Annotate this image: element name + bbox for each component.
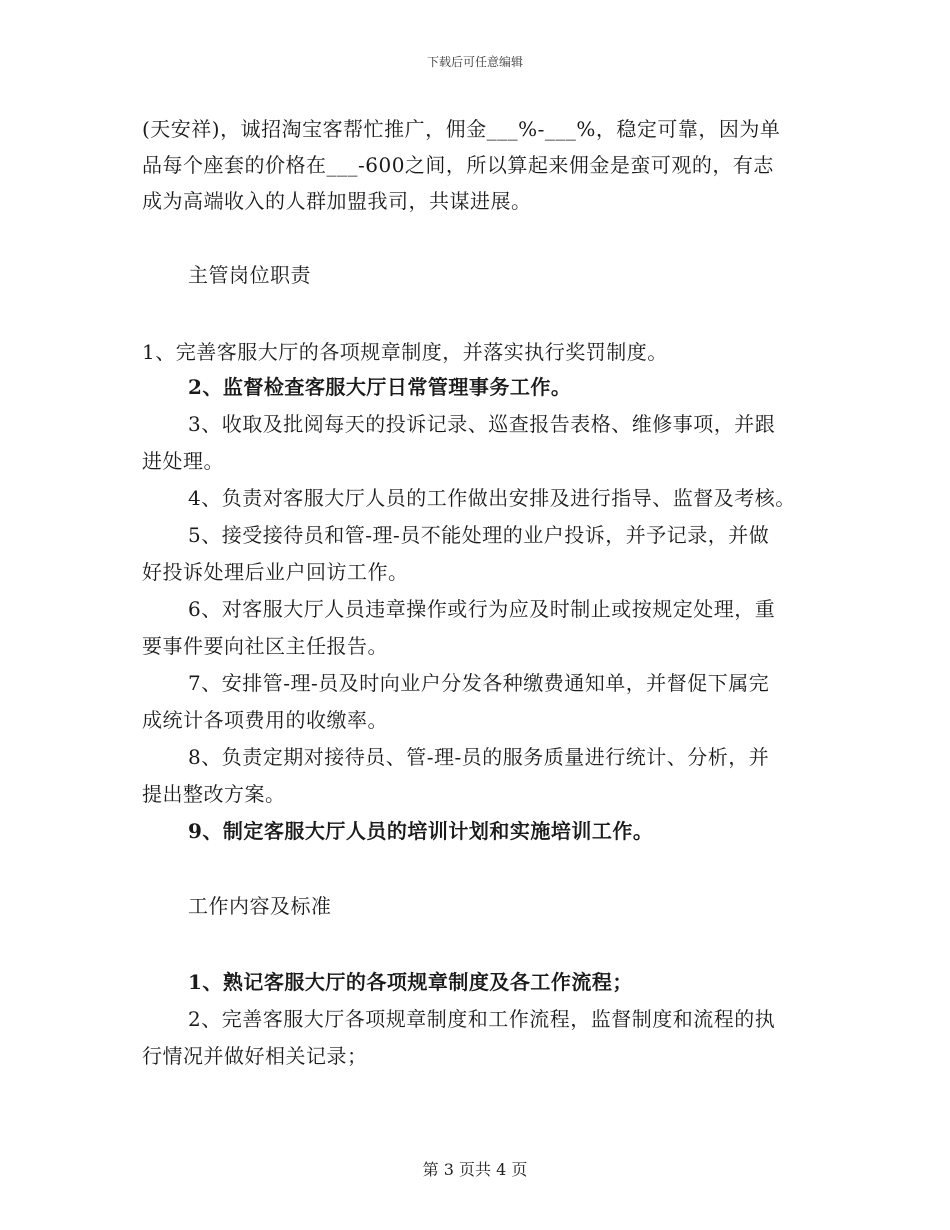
intro-line-3: 成为高端收入的人群加盟我司，共谋进展。 <box>142 189 532 213</box>
duty-item-9: 9、制定客服大厅人员的培训计划和实施培训工作。 <box>188 819 654 843</box>
intro-line-1: (天安祥)，诚招淘宝客帮忙推广，佣金___%-___%，稳定可靠，因为单 <box>142 117 781 141</box>
duty-item-1: 1、完善客服大厅的各项规章制度，并落实执行奖罚制度。 <box>142 340 668 364</box>
duty-item-8-line-2: 提出整改方案。 <box>142 782 286 806</box>
section-title-content: 工作内容及标准 <box>188 894 332 918</box>
duty-item-6-line-2: 要事件要向社区主任报告。 <box>142 634 388 658</box>
page-header: 下载后可任意编辑 <box>426 55 523 69</box>
duty-item-7-line-1: 7、安排管-理-员及时向业户分发各种缴费通知单，并督促下属完 <box>188 671 770 695</box>
duty-item-3-line-2: 进处理。 <box>142 449 224 473</box>
duty-item-2: 2、监督检查客服大厅日常管理事务工作。 <box>188 375 572 399</box>
section-title-duties: 主管岗位职责 <box>188 263 311 287</box>
duty-item-7-line-2: 成统计各项费用的收缴率。 <box>142 708 388 732</box>
duty-item-8-line-1: 8、负责定期对接待员、管-理-员的服务质量进行统计、分析，并 <box>188 745 770 769</box>
content-item-1: 1、熟记客服大厅的各项规章制度及各工作流程； <box>188 970 633 994</box>
page-footer: 第 3 页共 4 页 <box>422 1160 528 1179</box>
duty-item-4: 4、负责对客服大厅人员的工作做出安排及进行指导、监督及考核。 <box>188 486 796 510</box>
content-item-2-line-2: 行情况并做好相关记录； <box>142 1044 368 1068</box>
content-item-2-line-1: 2、完善客服大厅各项规章制度和工作流程，监督制度和流程的执 <box>188 1007 776 1031</box>
duty-item-5-line-1: 5、接受接待员和管-理-员不能处理的业户投诉，并予记录，并做 <box>188 523 770 547</box>
duty-item-6-line-1: 6、对客服大厅人员违章操作或行为应及时制止或按规定处理，重 <box>188 597 776 621</box>
intro-line-2: 品每个座套的价格在___-600之间，所以算起来佣金是蛮可观的，有志 <box>142 153 774 177</box>
duty-item-5-line-2: 好投诉处理后业户回访工作。 <box>142 560 409 584</box>
duty-item-3-line-1: 3、收取及批阅每天的投诉记录、巡查报告表格、维修事项，并跟 <box>188 412 776 436</box>
